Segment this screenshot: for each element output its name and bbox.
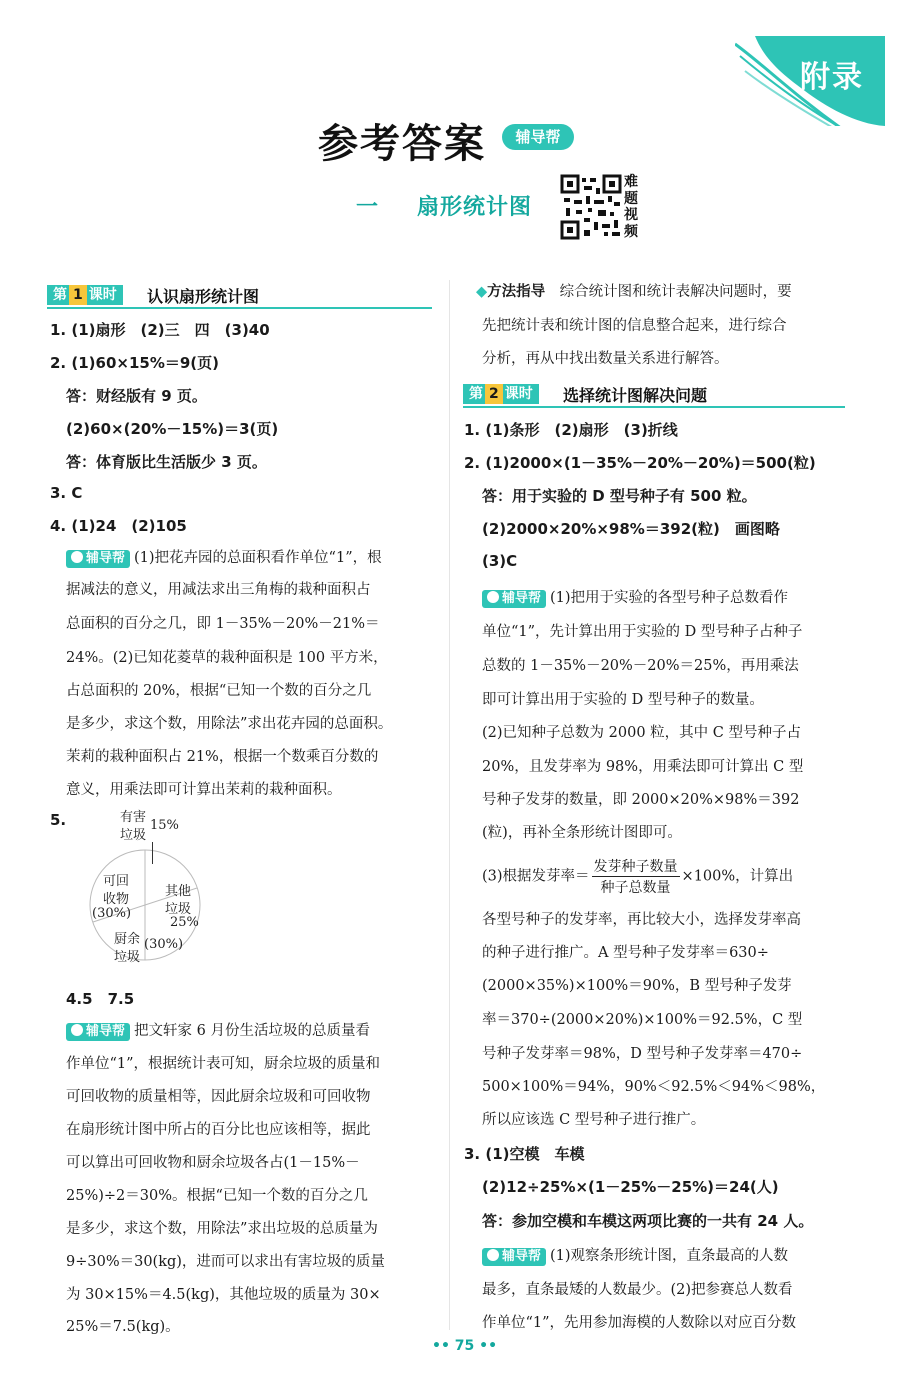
help-badge-label: 辅导帮 — [86, 551, 126, 566]
helper-icon — [71, 1024, 83, 1036]
formula-prefix: (3)根据发芽率＝ — [482, 868, 590, 885]
title-badge: 辅导帮 — [502, 124, 574, 150]
tag-number: 2 — [485, 384, 503, 404]
helper-icon — [487, 1249, 499, 1261]
chapter-title: 扇形统计图 — [417, 195, 533, 220]
helper-icon — [487, 591, 499, 603]
fraction-denominator: 种子总数量 — [600, 880, 671, 896]
fraction — [592, 856, 680, 897]
help-line: 总数的 1－35%－20%－20%＝25%，再用乘法 — [482, 658, 799, 674]
formula-suffix: ×100%，计算出 — [681, 868, 794, 885]
page-number: •• 75 •• — [432, 1338, 498, 1354]
help-line: 24%。(2)已知花菱草的栽种面积是 100 平方米， — [66, 650, 388, 666]
answer-line: (2)12÷25%×(1－25%－25%)＝24(人) — [482, 1178, 779, 1196]
help-line: 是多少，求这个数，用除法”求出垃圾的总质量为 — [66, 1221, 378, 1237]
diamond-icon: ◆ — [476, 284, 488, 300]
appendix-label: 附录 — [800, 60, 864, 95]
answer-line: 答：体育版比生活版少 3 页。 — [66, 453, 267, 471]
answer-line: 2. (1)60×15%＝9(页) — [50, 354, 219, 372]
help-line: 为 30×15%＝4.5(kg)，其他垃圾的质量为 30× — [66, 1287, 381, 1303]
chapter-number: 一 — [356, 195, 380, 220]
tag-prefix: 第 — [53, 287, 67, 303]
page-number-value: 75 — [454, 1338, 475, 1354]
question-number: 5. — [50, 811, 67, 829]
column-divider — [449, 280, 450, 1330]
help-line: 所以应该选 C 型号种子进行推广。 — [482, 1112, 706, 1128]
chapter-heading — [356, 190, 532, 221]
pie-label: 垃圾 — [114, 950, 141, 965]
help-line: 作单位“1”，根据统计表可知，厨余垃圾的质量和 — [66, 1056, 381, 1072]
method-line: 先把统计表和统计图的信息整合起来，进行综合 — [482, 318, 787, 334]
help-badge — [66, 550, 130, 568]
pie-label: 厨余 — [114, 932, 141, 947]
method-label: 方法指导 — [487, 284, 546, 300]
help-line: 号种子发芽的数量，即 2000×20%×98%＝392 — [482, 792, 800, 808]
help-line: 是多少，求这个数，用除法”求出花卉园的总面积。 — [66, 716, 393, 732]
help-line: 在扇形统计图中所占的百分比也应该相等，据此 — [66, 1122, 371, 1138]
lesson-1-header — [47, 285, 432, 307]
answer-line: 3. C — [50, 484, 83, 502]
help-badge-label: 辅导帮 — [502, 1249, 542, 1264]
lesson-rule — [47, 307, 432, 309]
lesson-tag — [47, 285, 123, 305]
help-line: 率＝370÷(2000×20%)×100%＝92.5%，C 型 — [482, 1012, 803, 1028]
help-line: 单位“1”，先计算出用于实验的 D 型号种子占种子 — [482, 624, 803, 640]
help-line: 25%＝7.5(kg)。 — [66, 1319, 180, 1335]
tag-suffix: 课时 — [88, 287, 117, 303]
tag-prefix: 第 — [469, 386, 483, 402]
help-line: (1)把花卉园的总面积看作单位“1”，根 — [134, 550, 382, 566]
qr-label: 难题视频 — [624, 174, 638, 240]
lesson-tag — [463, 384, 539, 404]
answer-line: 4. (1)24 (2)105 — [50, 517, 187, 535]
lesson-2-header — [463, 384, 845, 406]
help-line: (1)把用于实验的各型号种子总数看作 — [550, 590, 789, 606]
help-line: (1)观察条形统计图，直条最高的人数 — [550, 1248, 789, 1264]
answer-line: 答：财经版有 9 页。 — [66, 387, 207, 405]
help-badge — [482, 1248, 546, 1266]
help-line: (2000×35%)×100%＝90%，B 型号种子发芽 — [482, 978, 792, 994]
help-line: (粒)，再补全条形统计图即可。 — [482, 825, 682, 841]
help-line: 的种子进行推广。A 型号种子发芽率＝630÷ — [482, 945, 769, 961]
help-line: 占总面积的 20%，根据“已知一个数的百分之几 — [66, 683, 372, 699]
help-line: 茉莉的栽种面积占 21%，根据一个数乘百分数的 — [66, 749, 379, 765]
help-badge — [482, 590, 546, 608]
help-text — [66, 546, 382, 568]
help-line: 20%，且发芽率为 98%，用乘法即可计算出 C 型 — [482, 759, 804, 775]
pie-label: (30%) — [144, 937, 184, 952]
help-line: 号种子发芽率＝98%，D 型号种子发芽率＝470÷ — [482, 1046, 803, 1062]
help-badge — [66, 1023, 130, 1041]
page-title: 参考答案 — [318, 121, 486, 167]
help-line: 500×100%＝94%，90%＜92.5%＜94%＜98%， — [482, 1079, 826, 1095]
pie-label: 垃圾 — [165, 902, 192, 917]
help-line: 总面积的百分之几，即 1－35%－20%－21%＝ — [66, 616, 380, 632]
fraction-numerator: 发芽种子数量 — [592, 856, 680, 877]
pie-label: 有害 — [120, 810, 147, 825]
answer-line: (3)C — [482, 552, 518, 570]
help-text — [482, 586, 788, 608]
answer-line: 1. (1)扇形 (2)三 四 (3)40 — [50, 321, 270, 339]
method-guide — [476, 280, 792, 301]
pie-pointer-line — [152, 842, 153, 864]
answer-line: 答：参加空模和车模这两项比赛的一共有 24 人。 — [482, 1212, 814, 1230]
lesson-title: 认识扇形统计图 — [147, 287, 260, 306]
help-text — [66, 1019, 370, 1041]
answer-line: (2)2000×20%×98%＝392(粒) 画图略 — [482, 520, 780, 538]
help-badge-label: 辅导帮 — [86, 1024, 126, 1039]
help-line: 25%)÷2＝30%。根据“已知一个数的百分之几 — [66, 1188, 368, 1204]
lesson-rule — [463, 406, 845, 408]
pie-label: 15% — [150, 818, 179, 833]
help-line-with-fraction — [482, 856, 793, 897]
answer-line: 4.5 7.5 — [66, 990, 135, 1008]
pie-label: 25% — [170, 915, 199, 930]
help-line: 据减法的意义，用减法求出三角梅的栽种面积占 — [66, 582, 371, 598]
help-line: 9÷30%＝30(kg)，进而可以求出有害垃圾的质量 — [66, 1254, 385, 1270]
help-line: 可以算出可回收物和厨余垃圾各占(1－15%－ — [66, 1155, 360, 1171]
help-line: 各型号种子的发芽率，再比较大小，选择发芽率高 — [482, 912, 801, 928]
help-text — [482, 1244, 788, 1266]
help-line: 作单位“1”，先用参加海模的人数除以对应百分数 — [482, 1315, 797, 1331]
pie-label: 其他 — [165, 884, 192, 899]
helper-icon — [71, 551, 83, 563]
answer-line: 答：用于实验的 D 型号种子有 500 粒。 — [482, 487, 757, 505]
method-line: 综合统计图和统计表解决问题时，要 — [559, 284, 792, 300]
qr-code-icon[interactable] — [560, 174, 622, 240]
tag-suffix: 课时 — [504, 386, 533, 402]
method-line: 分析，再从中找出数量关系进行解答。 — [482, 351, 729, 367]
help-badge-label: 辅导帮 — [502, 591, 542, 606]
help-line: 意义，用乘法即可计算出茉莉的栽种面积。 — [66, 782, 342, 798]
tag-number: 1 — [69, 285, 87, 305]
lesson-title: 选择统计图解决问题 — [563, 386, 708, 405]
help-line: 即可计算出用于实验的 D 型号种子的数量。 — [482, 692, 764, 708]
pie-label: 可回 — [103, 874, 130, 889]
help-line: 把文轩家 6 月份生活垃圾的总质量看 — [134, 1023, 370, 1039]
answer-line: 3. (1)空模 车模 — [464, 1145, 585, 1163]
pie-label: (30%) — [92, 906, 132, 921]
pie-label: 收物 — [103, 892, 130, 907]
help-line: 最多，直条最矮的人数最少。(2)把参赛总人数看 — [482, 1282, 793, 1298]
answer-line: (2)60×(20%－15%)＝3(页) — [66, 420, 279, 438]
help-line: (2)已知种子总数为 2000 粒，其中 C 型号种子占 — [482, 725, 801, 741]
pie-label: 垃圾 — [120, 828, 147, 843]
answer-line: 2. (1)2000×(1－35%－20%－20%)＝500(粒) — [464, 454, 816, 472]
help-line: 可回收物的质量相等，因此厨余垃圾和可回收物 — [66, 1089, 371, 1105]
answer-line: 1. (1)条形 (2)扇形 (3)折线 — [464, 421, 678, 439]
